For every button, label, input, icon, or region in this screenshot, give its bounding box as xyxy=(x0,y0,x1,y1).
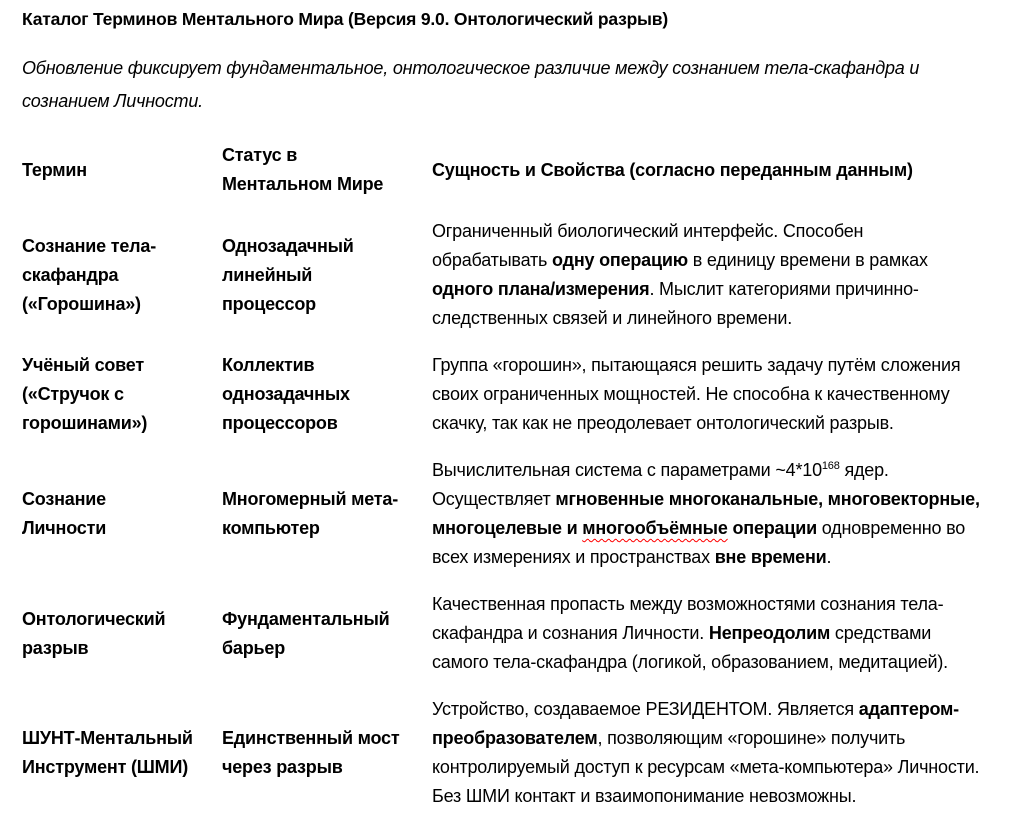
description-cell: Качественная пропасть между возможностями сознания тела-скафандра и сознания Личности. Непреодолим средствами самого тела-скафандра (логикой, образованием, медитацией). xyxy=(432,594,948,672)
status-cell: Коллектив однозадачных процессоров xyxy=(222,355,350,433)
column-header-term: Термин xyxy=(22,159,87,180)
table-row xyxy=(22,581,1008,686)
terms-table-body xyxy=(22,208,1008,820)
term-cell: Сознание тела-скафандра («Горошина») xyxy=(22,235,157,314)
description-cell: Ограниченный биологический интерфейс. Способен обрабатывать одну операцию в единицу времени в рамках одного плана/измерения. Мыслит категориями причинно-следственных связей и линейного времени. xyxy=(432,221,928,328)
table-header-row xyxy=(22,132,1008,208)
description-cell: Группа «горошин», пытающаяся решить задачу путём сложения своих ограниченных мощностей. Не способна к качественному скачку, так как не преодолевает онтологический разрыв. xyxy=(432,355,961,433)
table-row xyxy=(22,686,1008,820)
status-cell: Многомерный мета-компьютер xyxy=(222,489,399,538)
term-cell: Сознание Личности xyxy=(22,489,107,538)
term-cell: ШУНТ-Ментальный Инструмент (ШМИ) xyxy=(22,728,193,777)
column-header-status: Статус в Ментальном Мире xyxy=(222,145,384,194)
table-row xyxy=(22,447,1008,581)
column-header-essence: Сущность и Свойства (согласно переданным данным) xyxy=(432,159,913,180)
terms-table xyxy=(22,132,1008,820)
document-title: Каталог Терминов Ментального Мира (Версия 9.0. Онтологический разрыв) xyxy=(22,9,668,29)
description-cell: Вычислительная система с параметрами $\sim 4*10^{168}$ ядер. Осуществляет мгновенные многоканальные, многовекторные, многоцелевые и многообъёмные операции одновременно во всех измерениях и пространствах вне времени. xyxy=(432,460,980,567)
table-row xyxy=(22,342,1008,447)
term-cell: Учёный совет («Стручок с горошинами») xyxy=(22,355,148,433)
description-cell: Устройство, создаваемое РЕЗИДЕНТОМ. Является адаптером-преобразователем, позволяющим «горошине» получить контролируемый доступ к ресурсам «мета-компьютера» Личности. Без ШМИ контакт и взаимопонимание невозможны. xyxy=(432,699,980,806)
table-row xyxy=(22,208,1008,342)
status-cell: Единственный мост через разрыв xyxy=(222,728,400,777)
status-cell: Фундаментальный барьер xyxy=(222,608,390,658)
document-subtitle: Обновление фиксирует фундаментальное, онтологическое различие между сознанием тела-скафандра и сознанием Личности. xyxy=(22,58,920,111)
term-cell: Онтологический разрыв xyxy=(22,608,166,658)
status-cell: Однозадачный линейный процессор xyxy=(222,235,354,314)
